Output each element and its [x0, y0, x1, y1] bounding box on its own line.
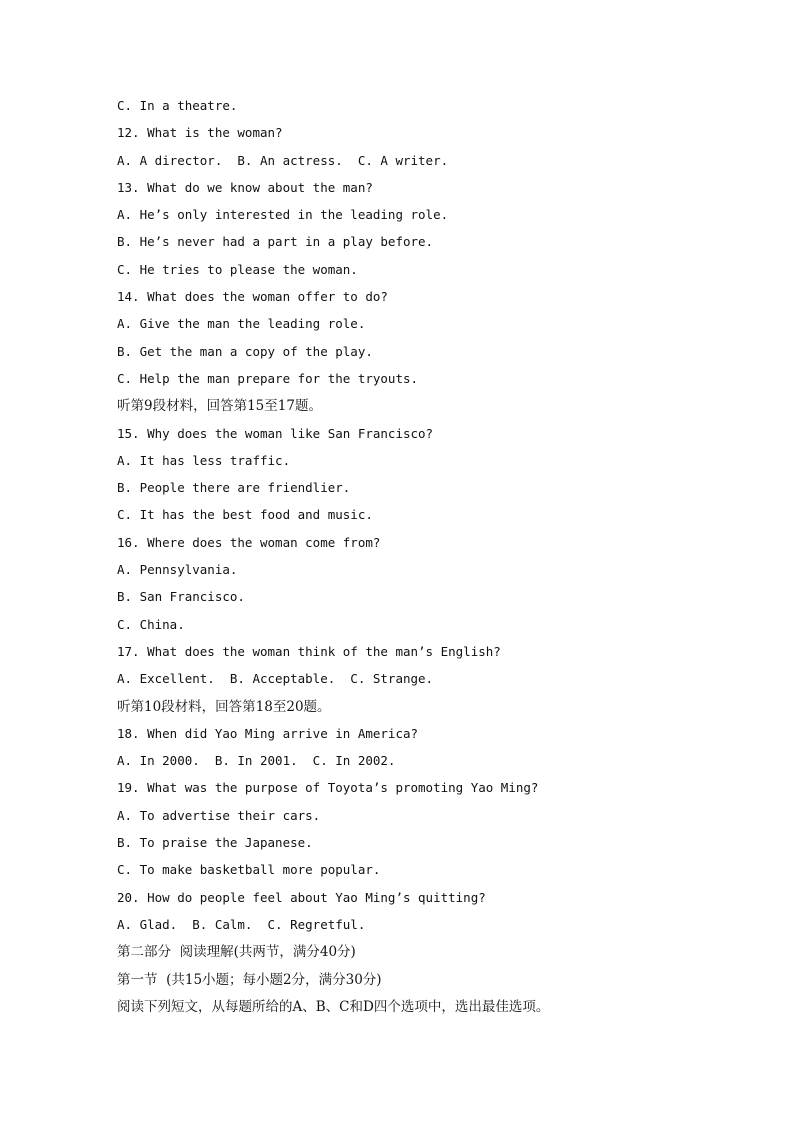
question-line: B. People there are friendlier. [117, 480, 351, 496]
question-line: 16. Where does the woman come from? [117, 534, 381, 550]
section-instruction: 第一节 (共15小题；每小题2分，满分30分) [117, 971, 382, 988]
question-line: 12. What is the woman? [117, 125, 283, 141]
question-line: 18. When did Yao Ming arrive in America? [117, 725, 419, 741]
question-line: B. To praise the Japanese. [117, 835, 313, 851]
question-line: C. He tries to please the woman. [117, 261, 358, 277]
question-line: A. To advertise their cars. [117, 807, 321, 823]
question-line: 19. What was the purpose of Toyota’s promoting Yao Ming? [117, 780, 539, 796]
section-instruction: 听第9段材料，回答第15至17题。 [117, 398, 322, 415]
question-line: A. Glad. B. Calm. C. Regretful. [117, 916, 366, 932]
question-line: C. Help the man prepare for the tryouts. [117, 370, 419, 386]
document-page [117, 95, 737, 1023]
question-line: C. China. [117, 616, 185, 632]
question-line: A. He’s only interested in the leading role. [117, 207, 449, 223]
question-line: A. Pennsylvania. [117, 562, 238, 578]
question-line: A. In 2000. B. In 2001. C. In 2002. [117, 753, 396, 769]
question-line: 13. What do we know about the man? [117, 179, 373, 195]
question-line: A. A director. B. An actress. C. A writer. [117, 152, 449, 168]
question-line: B. He’s never had a part in a play before. [117, 234, 434, 250]
section-instruction: 阅读下列短文，从每题所给的A、B、C和D四个选项中，选出最佳选项。 [117, 998, 550, 1015]
question-line: A. Give the man the leading role. [117, 316, 366, 332]
question-line: A. It has less traffic. [117, 452, 291, 468]
question-line: C. In a theatre. [117, 98, 238, 113]
question-line: A. Excellent. B. Acceptable. C. Strange. [117, 671, 434, 687]
section-instruction: 听第10段材料，回答第18至20题。 [117, 698, 331, 715]
question-line: 17. What does the woman think of the man’s English? [117, 643, 501, 659]
question-line: B. San Francisco. [117, 589, 245, 605]
question-line: B. Get the man a copy of the play. [117, 343, 373, 359]
section-instruction: 第二部分 阅读理解(共两节，满分40分) [117, 944, 356, 961]
question-line: C. To make basketball more popular. [117, 862, 381, 878]
question-line: 20. How do people feel about Yao Ming’s quitting? [117, 889, 486, 905]
question-line: 15. Why does the woman like San Francisco? [117, 425, 434, 441]
question-line: 14. What does the woman offer to do? [117, 289, 388, 305]
question-line: C. It has the best food and music. [117, 507, 373, 523]
